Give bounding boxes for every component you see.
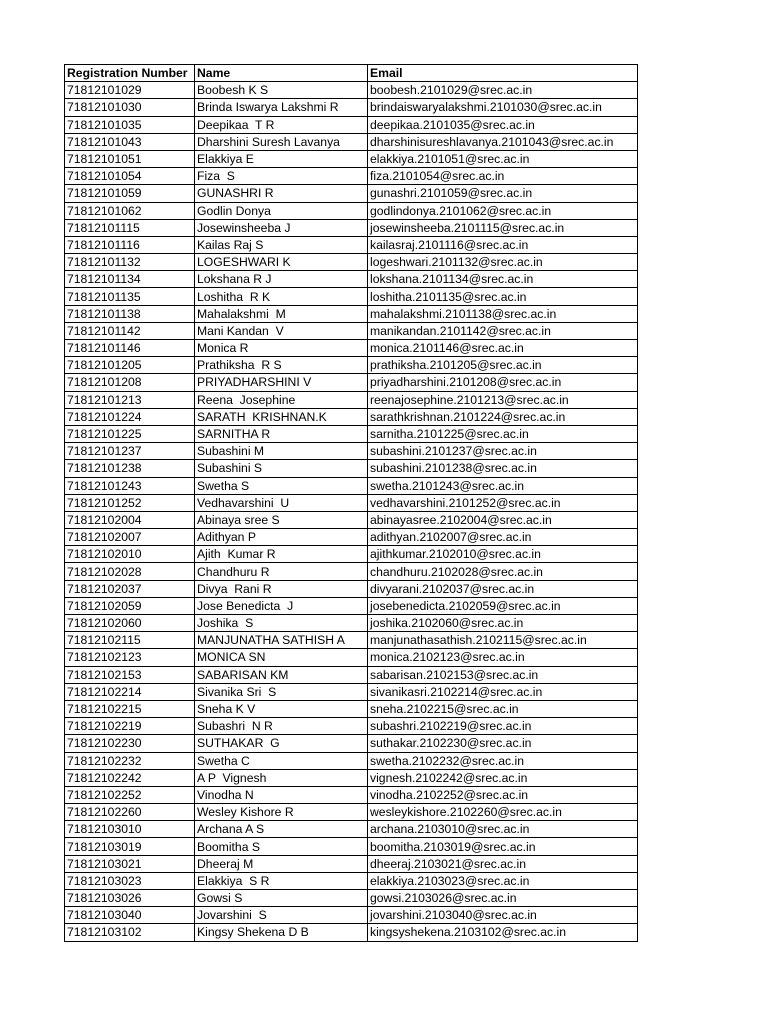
cell-name: Monica R [195,340,368,357]
cell-registration-number: 71812101132 [65,254,195,271]
cell-registration-number: 71812101029 [65,82,195,99]
table-row [65,494,638,511]
cell-name: Joshika S [195,615,368,632]
cell-name: Swetha C [195,752,368,769]
table-row [65,872,638,889]
table-row [65,752,638,769]
cell-name: Vinodha N [195,786,368,803]
table-row [65,563,638,580]
cell-name: Jose Benedicta J [195,597,368,614]
cell-registration-number: 71812103040 [65,907,195,924]
table-row [65,683,638,700]
cell-registration-number: 71812103010 [65,821,195,838]
table-row [65,425,638,442]
cell-name: Subashini S [195,460,368,477]
cell-name: Abinaya sree S [195,511,368,528]
cell-email: sarathkrishnan.2101224@srec.ac.in [368,408,638,425]
cell-name: Fiza S [195,168,368,185]
cell-name: Dharshini Suresh Lavanya [195,133,368,150]
table-row [65,855,638,872]
cell-email: swetha.2102232@srec.ac.in [368,752,638,769]
cell-email: vinodha.2102252@srec.ac.in [368,786,638,803]
table-row [65,718,638,735]
cell-email: wesleykishore.2102260@srec.ac.in [368,804,638,821]
cell-registration-number: 71812101030 [65,99,195,116]
cell-registration-number: 71812102115 [65,632,195,649]
cell-name: Ajith Kumar R [195,546,368,563]
cell-name: A P Vignesh [195,769,368,786]
cell-email: vignesh.2102242@srec.ac.in [368,769,638,786]
cell-registration-number: 71812101054 [65,168,195,185]
cell-email: dheeraj.2103021@srec.ac.in [368,855,638,872]
cell-name: Kingsy Shekena D B [195,924,368,941]
cell-email: fiza.2101054@srec.ac.in [368,168,638,185]
cell-registration-number: 71812101035 [65,116,195,133]
table-row [65,185,638,202]
cell-name: MANJUNATHA SATHISH A [195,632,368,649]
table-row [65,511,638,528]
cell-registration-number: 71812102242 [65,769,195,786]
cell-registration-number: 71812102007 [65,529,195,546]
cell-name: Chandhuru R [195,563,368,580]
cell-registration-number: 71812101115 [65,219,195,236]
table-row [65,340,638,357]
cell-registration-number: 71812102037 [65,580,195,597]
table-row [65,907,638,924]
cell-email: archana.2103010@srec.ac.in [368,821,638,838]
table-row [65,443,638,460]
table-row [65,236,638,253]
table-row [65,322,638,339]
cell-name: Godlin Donya [195,202,368,219]
student-table [64,64,638,942]
cell-email: josebenedicta.2102059@srec.ac.in [368,597,638,614]
cell-email: sneha.2102215@srec.ac.in [368,700,638,717]
cell-registration-number: 71812101238 [65,460,195,477]
cell-registration-number: 71812102004 [65,511,195,528]
cell-email: loshitha.2101135@srec.ac.in [368,288,638,305]
cell-email: elakkiya.2103023@srec.ac.in [368,872,638,889]
cell-email: mahalakshmi.2101138@srec.ac.in [368,305,638,322]
cell-email: boobesh.2101029@srec.ac.in [368,82,638,99]
cell-name: MONICA SN [195,649,368,666]
cell-email: joshika.2102060@srec.ac.in [368,615,638,632]
cell-name: Mani Kandan V [195,322,368,339]
cell-name: Kailas Raj S [195,236,368,253]
cell-name: Vedhavarshini U [195,494,368,511]
cell-registration-number: 71812101062 [65,202,195,219]
cell-name: Wesley Kishore R [195,804,368,821]
cell-name: Adithyan P [195,529,368,546]
student-table-sheet [64,64,638,942]
cell-registration-number: 71812102010 [65,546,195,563]
table-row [65,460,638,477]
table-row [65,408,638,425]
cell-registration-number: 71812102214 [65,683,195,700]
cell-email: subashini.2101238@srec.ac.in [368,460,638,477]
table-row [65,116,638,133]
cell-email: elakkiya.2101051@srec.ac.in [368,150,638,167]
cell-registration-number: 71812102059 [65,597,195,614]
cell-email: ajithkumar.2102010@srec.ac.in [368,546,638,563]
cell-name: Subashri N R [195,718,368,735]
table-row [65,219,638,236]
cell-name: Dheeraj M [195,855,368,872]
cell-registration-number: 71812101252 [65,494,195,511]
table-row [65,821,638,838]
table-row [65,700,638,717]
cell-name: Mahalakshmi M [195,305,368,322]
table-row [65,99,638,116]
cell-email: josewinsheeba.2101115@srec.ac.in [368,219,638,236]
cell-email: dharshinisureshlavanya.2101043@srec.ac.in [368,133,638,150]
cell-email: adithyan.2102007@srec.ac.in [368,529,638,546]
header-name: Name [195,65,368,82]
cell-email: deepikaa.2101035@srec.ac.in [368,116,638,133]
cell-registration-number: 71812101213 [65,391,195,408]
table-row [65,597,638,614]
cell-registration-number: 71812102215 [65,700,195,717]
table-row [65,615,638,632]
cell-email: logeshwari.2101132@srec.ac.in [368,254,638,271]
cell-registration-number: 71812101224 [65,408,195,425]
cell-name: PRIYADHARSHINI V [195,374,368,391]
cell-registration-number: 71812101208 [65,374,195,391]
table-row [65,890,638,907]
cell-name: LOGESHWARI K [195,254,368,271]
cell-registration-number: 71812101146 [65,340,195,357]
cell-email: vedhavarshini.2101252@srec.ac.in [368,494,638,511]
cell-registration-number: 71812103026 [65,890,195,907]
cell-registration-number: 71812102028 [65,563,195,580]
cell-email: divyarani.2102037@srec.ac.in [368,580,638,597]
cell-registration-number: 71812103021 [65,855,195,872]
cell-name: Jovarshini S [195,907,368,924]
cell-name: Boomitha S [195,838,368,855]
table-row [65,546,638,563]
cell-name: Brinda Iswarya Lakshmi R [195,99,368,116]
table-row [65,924,638,941]
table-row [65,649,638,666]
table-row [65,529,638,546]
cell-registration-number: 71812101116 [65,236,195,253]
cell-name: GUNASHRI R [195,185,368,202]
table-row [65,477,638,494]
cell-registration-number: 71812102252 [65,786,195,803]
table-row [65,666,638,683]
table-row [65,804,638,821]
cell-email: sivanikasri.2102214@srec.ac.in [368,683,638,700]
cell-registration-number: 71812102153 [65,666,195,683]
cell-registration-number: 71812101225 [65,425,195,442]
cell-name: Josewinsheeba J [195,219,368,236]
cell-email: swetha.2101243@srec.ac.in [368,477,638,494]
cell-email: prathiksha.2101205@srec.ac.in [368,357,638,374]
table-row [65,288,638,305]
cell-email: abinayasree.2102004@srec.ac.in [368,511,638,528]
cell-email: subashini.2101237@srec.ac.in [368,443,638,460]
header-registration-number: Registration Number [65,65,195,82]
cell-email: monica.2101146@srec.ac.in [368,340,638,357]
cell-email: gowsi.2103026@srec.ac.in [368,890,638,907]
cell-name: Elakkiya E [195,150,368,167]
table-row [65,168,638,185]
cell-registration-number: 71812101043 [65,133,195,150]
cell-email: sarnitha.2101225@srec.ac.in [368,425,638,442]
cell-registration-number: 71812103102 [65,924,195,941]
cell-email: godlindonya.2101062@srec.ac.in [368,202,638,219]
cell-email: priyadharshini.2101208@srec.ac.in [368,374,638,391]
cell-email: sabarisan.2102153@srec.ac.in [368,666,638,683]
cell-registration-number: 71812101134 [65,271,195,288]
table-row [65,374,638,391]
table-row [65,202,638,219]
table-row [65,271,638,288]
table-row [65,254,638,271]
cell-name: Deepikaa T R [195,116,368,133]
cell-email: manikandan.2101142@srec.ac.in [368,322,638,339]
table-row [65,786,638,803]
cell-email: jovarshini.2103040@srec.ac.in [368,907,638,924]
cell-email: gunashri.2101059@srec.ac.in [368,185,638,202]
table-row [65,82,638,99]
cell-registration-number: 71812101059 [65,185,195,202]
cell-name: Divya Rani R [195,580,368,597]
table-row [65,735,638,752]
table-row [65,133,638,150]
cell-name: Sivanika Sri S [195,683,368,700]
table-row [65,391,638,408]
cell-email: suthakar.2102230@srec.ac.in [368,735,638,752]
cell-registration-number: 71812102230 [65,735,195,752]
header-email: Email [368,65,638,82]
table-row [65,150,638,167]
cell-registration-number: 71812101243 [65,477,195,494]
cell-registration-number: 71812102123 [65,649,195,666]
cell-name: Loshitha R K [195,288,368,305]
cell-email: subashri.2102219@srec.ac.in [368,718,638,735]
cell-email: chandhuru.2102028@srec.ac.in [368,563,638,580]
cell-name: SARNITHA R [195,425,368,442]
cell-name: Swetha S [195,477,368,494]
cell-registration-number: 71812103023 [65,872,195,889]
cell-name: Boobesh K S [195,82,368,99]
cell-name: Gowsi S [195,890,368,907]
cell-name: Sneha K V [195,700,368,717]
cell-email: boomitha.2103019@srec.ac.in [368,838,638,855]
cell-email: brindaiswaryalakshmi.2101030@srec.ac.in [368,99,638,116]
cell-email: monica.2102123@srec.ac.in [368,649,638,666]
cell-name: Prathiksha R S [195,357,368,374]
cell-name: Reena Josephine [195,391,368,408]
cell-registration-number: 71812101135 [65,288,195,305]
cell-registration-number: 71812103019 [65,838,195,855]
table-row [65,769,638,786]
cell-registration-number: 71812102232 [65,752,195,769]
table-row [65,305,638,322]
cell-name: SUTHAKAR G [195,735,368,752]
cell-registration-number: 71812102060 [65,615,195,632]
table-row [65,838,638,855]
cell-email: lokshana.2101134@srec.ac.in [368,271,638,288]
cell-name: SARATH KRISHNAN.K [195,408,368,425]
cell-email: kingsyshekena.2103102@srec.ac.in [368,924,638,941]
cell-registration-number: 71812101138 [65,305,195,322]
cell-name: Subashini M [195,443,368,460]
cell-registration-number: 71812101142 [65,322,195,339]
table-row [65,580,638,597]
cell-name: Archana A S [195,821,368,838]
cell-email: kailasraj.2101116@srec.ac.in [368,236,638,253]
cell-registration-number: 71812101205 [65,357,195,374]
table-row [65,632,638,649]
cell-name: SABARISAN KM [195,666,368,683]
cell-name: Lokshana R J [195,271,368,288]
table-row [65,357,638,374]
cell-registration-number: 71812101237 [65,443,195,460]
cell-email: manjunathasathish.2102115@srec.ac.in [368,632,638,649]
cell-name: Elakkiya S R [195,872,368,889]
cell-email: reenajosephine.2101213@srec.ac.in [368,391,638,408]
header-row [65,65,638,82]
cell-registration-number: 71812101051 [65,150,195,167]
cell-registration-number: 71812102260 [65,804,195,821]
cell-registration-number: 71812102219 [65,718,195,735]
